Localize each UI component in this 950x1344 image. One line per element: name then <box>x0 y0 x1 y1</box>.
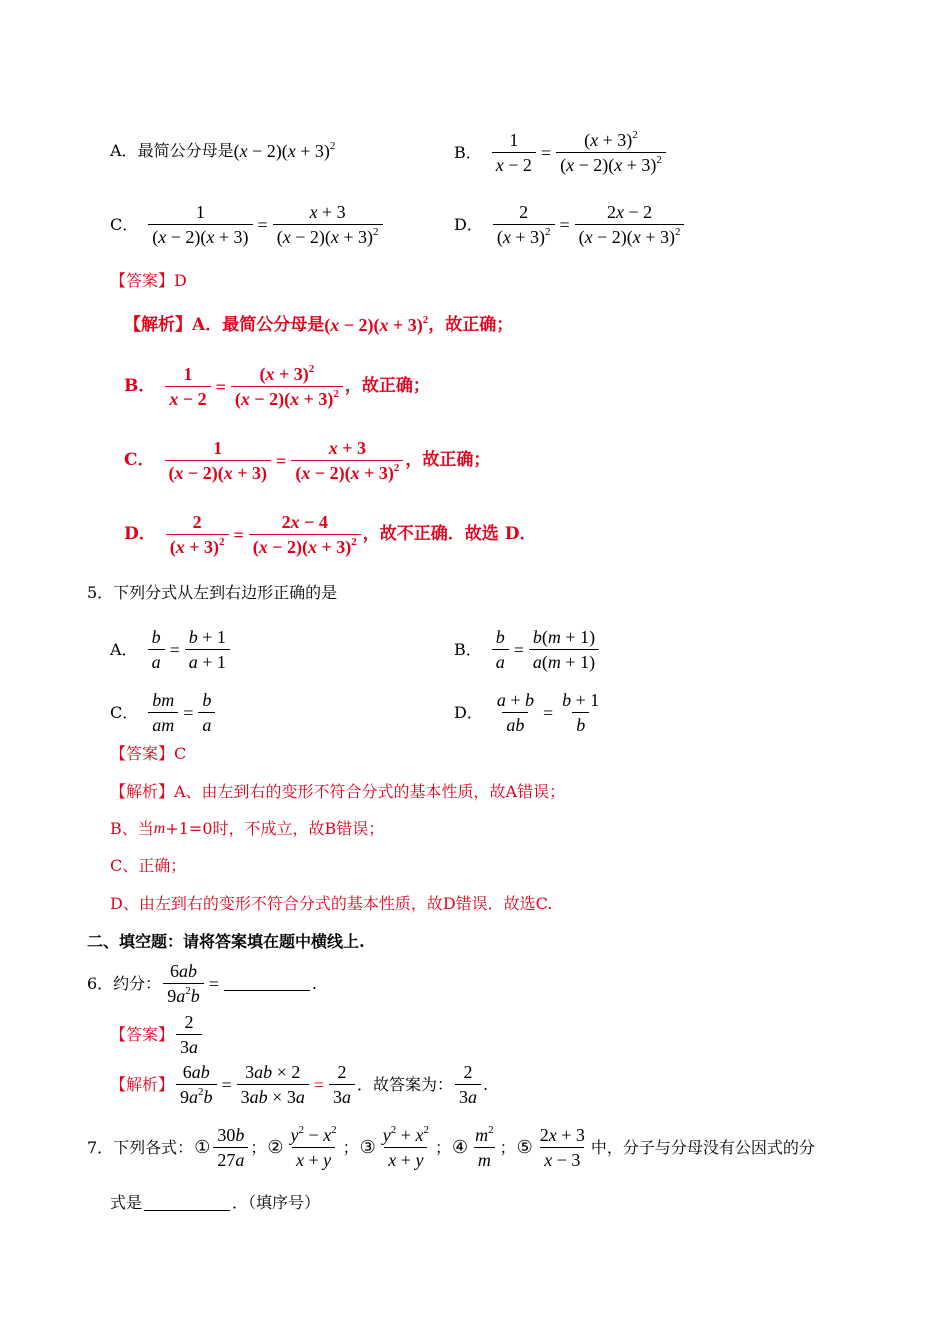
fraction: $\frac{1}{x - 2}$ <box>492 131 536 174</box>
fraction: $\frac{b(m + 1)}{a(m + 1)}$ <box>529 628 599 671</box>
option-label: A． <box>110 639 138 659</box>
explanation-text: ，故正确； <box>405 450 491 470</box>
fraction: $\frac{3ab \times 2}{3ab \times 3a}$ <box>237 1063 309 1106</box>
section-title: 二、填空题：请将答案填在题中横线上. <box>87 932 365 951</box>
q5-explanation-4: D、由左到右的变形不符合分式的基本性质，故D错误．故选C. <box>110 894 553 913</box>
answer-blank[interactable] <box>224 976 310 991</box>
q4-option-c: C． $\frac{1}{(x - 2)(x + 3)}$ = $\frac{x + 3}{(x - 2)(x + 3)^2}$ <box>110 203 385 246</box>
q4-option-b: B． $\frac{1}{x - 2}$ = $\frac{(x + 3)^2}{(x - 2)(x + 3)^2}$ <box>454 131 668 174</box>
option-label: B． <box>454 639 482 659</box>
explanation-text: +1=0时，不成立，故B错误； <box>165 819 385 838</box>
fraction: $\frac{b + 1}{b}$ <box>562 690 600 735</box>
question-text: 7．下列各式： <box>87 1137 194 1157</box>
explanation-text: ．故答案为： <box>356 1074 453 1094</box>
q4-answer: 【答案】D <box>110 271 187 290</box>
q5-option-d: D． $\frac{a + b}{ab}$ = $\frac{b + 1}{b}$ <box>454 691 605 734</box>
math-expression: $(x - 2)(x + 3)^2$ <box>233 140 336 161</box>
q4-explanation-c: C． $\frac{1}{(x - 2)(x + 3)}$ = $\frac{x + 3}{(x - 2)(x + 3)^2}$ ，故正确； <box>124 438 491 483</box>
fraction: $\frac{2x - 2}{(x - 2)(x + 3)^2}$ <box>575 203 685 246</box>
fraction: $\frac{y^2 - x^2}{x + y}$ <box>290 1124 337 1170</box>
fraction: $\frac{b}{a}$ <box>492 628 509 671</box>
circled-number: ④ <box>451 1136 469 1158</box>
option-label: C． <box>124 450 155 470</box>
q4-explanation-d: D． $\frac{2}{(x + 3)^2}$ = $\frac{2x - 4}{(x - 2)(x + 3)^2}$ ，故不正确．故选 D． <box>124 512 537 557</box>
q5-answer: 【答案】C <box>110 744 187 763</box>
answer-label: 【答案】 <box>110 1024 175 1044</box>
q6-answer <box>110 1013 204 1056</box>
separator: ； <box>250 1137 267 1157</box>
option-label: D． <box>454 214 483 234</box>
fraction: $\frac{2}{3a}$ <box>455 1063 481 1106</box>
q7-line2 <box>110 1195 320 1211</box>
separator: ； <box>342 1137 359 1157</box>
option-label: B． <box>454 142 482 162</box>
explanation-text: 【解析】A．最简公分母是 <box>124 314 325 335</box>
q5-explanation-1: 【解析】A、由左到右的变形不符合分式的基本性质，故A错误； <box>110 782 566 801</box>
fraction: $\frac{2}{3a}$ <box>329 1063 355 1106</box>
fraction: $\frac{2x + 3}{x - 3}$ <box>539 1125 585 1170</box>
fraction: $\frac{30b}{27a}$ <box>213 1126 248 1169</box>
explanation-text: . <box>483 1074 489 1094</box>
explanation-text: ，故正确； <box>344 376 430 396</box>
fraction: $\frac{1}{(x - 2)(x + 3)}$ <box>148 203 252 246</box>
q5-option-c: C． $\frac{bm}{am}$ = $\frac{b}{a}$ <box>110 691 217 734</box>
q7-stem <box>87 1126 815 1169</box>
q4-explanation-a <box>124 316 513 334</box>
fraction: $\frac{6ab}{9a^2b}$ <box>176 1063 217 1106</box>
q5-explanation-3: C、正确； <box>110 856 187 875</box>
question-text: 6．约分： <box>87 973 162 993</box>
circled-number: ② <box>267 1136 284 1158</box>
circled-number: ③ <box>359 1136 376 1158</box>
q5-option-a: A． $\frac{b}{a}$ = $\frac{b + 1}{a + 1}$ <box>110 628 232 671</box>
math-variable: m <box>153 820 166 837</box>
fraction: $\frac{b}{a}$ <box>148 628 165 671</box>
fraction: $\frac{6ab}{9a^2b}$ <box>163 962 204 1005</box>
explanation-label: 【解析】 <box>110 1074 175 1094</box>
q5-explanation-2 <box>110 821 384 837</box>
question-text: ．（填序号） <box>232 1193 321 1212</box>
explanation-text: B、当 <box>110 819 154 838</box>
question-text: . <box>311 973 317 993</box>
q6-stem: 6．约分： $\frac{6ab}{9a^2b}$ = . <box>87 961 317 1006</box>
option-label: D． <box>124 524 156 544</box>
fraction: $\frac{2}{3a}$ <box>176 1013 202 1056</box>
option-label: C． <box>110 702 139 722</box>
question-text: 式是 <box>110 1193 143 1212</box>
circled-number: ① <box>194 1136 211 1158</box>
option-label: B． <box>124 376 156 396</box>
fraction: $\frac{x + 3}{(x - 2)(x + 3)^2}$ <box>273 203 383 246</box>
fraction: $\frac{(x + 3)^2}{(x - 2)(x + 3)^2}$ <box>231 365 343 408</box>
fraction: $\frac{a + b}{ab}$ <box>496 690 534 735</box>
fraction: $\frac{y^2 + x^2}{x + y}$ <box>382 1124 429 1170</box>
fraction: $\frac{bm}{am}$ <box>148 691 178 734</box>
q6-explanation: 【解析】 $\frac{6ab}{9a^2b}$ = $\frac{3ab \times 2}{3ab \times 3a}$ = $\frac{2}{3a}$ ．故答案为： $\frac{2}{3a}$ . <box>110 1062 489 1107</box>
q5-option-b: B． $\frac{b}{a}$ = $\frac{b(m + 1)}{a(m + 1)}$ <box>454 628 601 671</box>
q4-option-a <box>110 142 335 160</box>
fraction: $\frac{2}{(x + 3)^2}$ <box>493 203 555 246</box>
fraction: $\frac{m^2}{m}$ <box>475 1124 494 1170</box>
fraction: $\frac{1}{x - 2}$ <box>165 365 210 408</box>
q4-explanation-b: B． $\frac{1}{x - 2}$ = $\frac{(x + 3)^2}{(x - 2)(x + 3)^2}$ ，故正确； <box>124 363 430 409</box>
fraction: $\frac{x + 3}{(x - 2)(x + 3)^2}$ <box>291 439 403 482</box>
math-expression: $(x - 2)(x + 3)^2$ <box>324 314 429 335</box>
explanation-text: ，故不正确．故选 D． <box>362 524 537 544</box>
fraction: $\frac{b}{a}$ <box>198 691 215 734</box>
fraction: $\frac{b + 1}{a + 1}$ <box>185 628 230 671</box>
option-label: D． <box>454 702 483 722</box>
circled-number: ⑤ <box>516 1136 533 1158</box>
fraction: $\frac{2x - 4}{(x - 2)(x + 3)^2}$ <box>249 513 361 556</box>
option-label: A． <box>110 141 138 160</box>
fraction: $\frac{1}{(x - 2)(x + 3)}$ <box>165 439 272 482</box>
fraction: $\frac{(x + 3)^2}{(x - 2)(x + 3)^2}$ <box>556 131 666 174</box>
option-label: C． <box>110 214 139 234</box>
explanation-text: ，故正确； <box>428 314 514 335</box>
separator: ； <box>499 1137 516 1157</box>
q4-option-d: D． $\frac{2}{(x + 3)^2}$ = $\frac{2x - 2}{(x - 2)(x + 3)^2}$ <box>454 203 686 246</box>
option-text: 最简公分母是 <box>137 141 234 160</box>
question-text: 中，分子与分母没有公因式的分 <box>590 1137 815 1157</box>
answer-blank[interactable] <box>144 1196 230 1211</box>
separator: ； <box>434 1137 451 1157</box>
q5-stem: 5．下列分式从左到右边形正确的是 <box>87 583 338 602</box>
fraction: $\frac{2}{(x + 3)^2}$ <box>166 513 229 556</box>
